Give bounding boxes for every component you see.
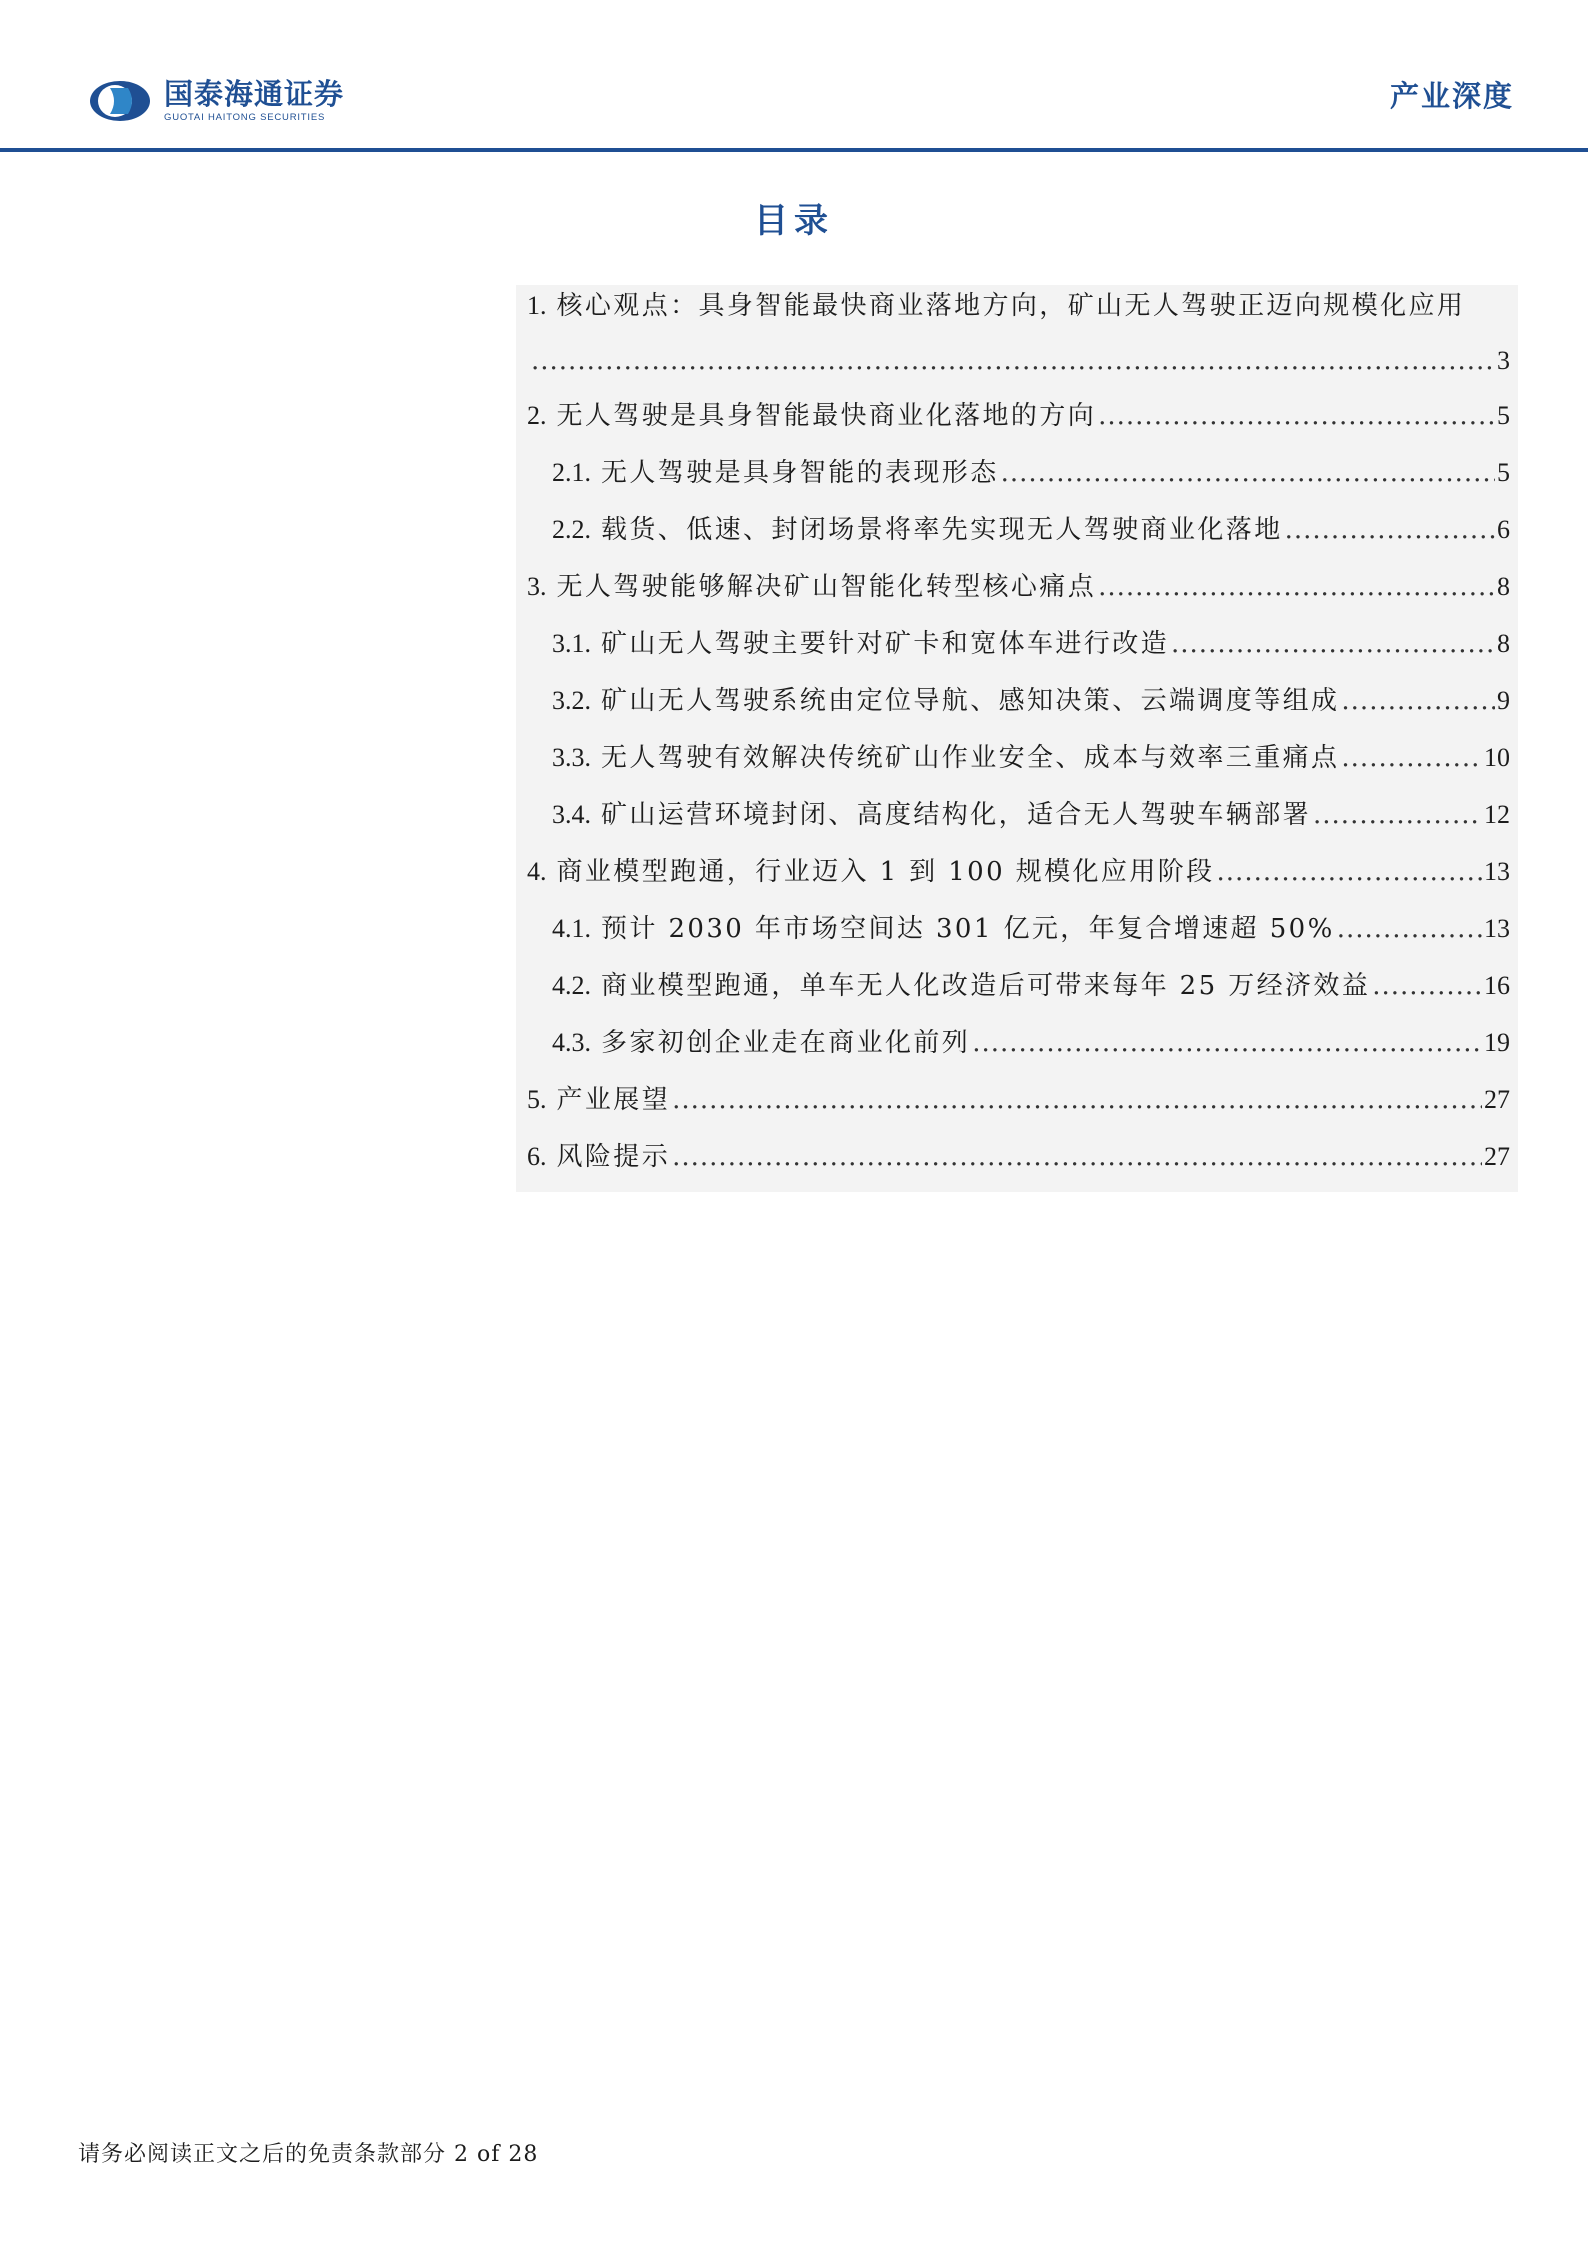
- toc-page-number: 5: [1497, 401, 1510, 430]
- toc-page-number: 10: [1484, 743, 1510, 772]
- toc-entry-1-continuation[interactable]: [529, 341, 1510, 381]
- toc-page-number: 8: [1497, 572, 1510, 601]
- toc-entry-number: 6.: [527, 1142, 547, 1171]
- toc-page-number: 12: [1484, 800, 1510, 829]
- toc-entry-2-1[interactable]: [552, 453, 1510, 493]
- toc-leader-dots: [972, 1023, 1482, 1063]
- toc-leader-dots: [531, 341, 1495, 381]
- toc-entry-number: 2.1.: [552, 458, 591, 487]
- toc-page-number: 13: [1484, 914, 1510, 943]
- toc-entry-number: 2.2.: [552, 515, 591, 544]
- toc-entry-number: 3.: [527, 572, 547, 601]
- toc-leader-dots: [1341, 738, 1482, 778]
- toc-entry-5[interactable]: [527, 1080, 1510, 1120]
- toc-entry-number: 3.1.: [552, 629, 591, 658]
- toc-entry-2-2[interactable]: [552, 510, 1510, 550]
- logo-chinese-name: 国泰海通证券: [164, 77, 345, 111]
- toc-leader-dots: [1171, 624, 1495, 664]
- page-footer: 请务必阅读正文之后的免责条款部分 2 of 28: [78, 2142, 539, 2167]
- toc-entry-text: 无人驾驶是具身智能的表现形态: [601, 458, 999, 488]
- toc-leader-dots: [1313, 795, 1482, 835]
- toc-page-number: 13: [1484, 857, 1510, 886]
- toc-entry-text: 风险提示: [556, 1142, 671, 1172]
- toc-entry-6[interactable]: [527, 1137, 1510, 1177]
- toc-entry-2[interactable]: [527, 396, 1510, 436]
- toc-leader-dots: [672, 1137, 1482, 1177]
- header-divider: [0, 148, 1588, 152]
- toc-entry-4[interactable]: [527, 852, 1510, 892]
- toc-entry-number: 3.3.: [552, 743, 591, 772]
- toc-entry-1[interactable]: [527, 286, 1510, 326]
- toc-page-number: 16: [1484, 971, 1510, 1000]
- toc-title: 目录: [754, 201, 834, 241]
- toc-entry-3-1[interactable]: [552, 624, 1510, 664]
- toc-entry-4-3[interactable]: [552, 1023, 1510, 1063]
- toc-page-number: 27: [1484, 1142, 1510, 1171]
- toc-page-number: 6: [1497, 515, 1510, 544]
- toc-entry-text: 矿山无人驾驶主要针对矿卡和宽体车进行改造: [601, 629, 1170, 659]
- toc-entry-text: 预计 2030 年市场空间达 301 亿元，年复合增速超 50%: [601, 914, 1335, 944]
- toc-leader-dots: [1098, 396, 1495, 436]
- toc-entry-text: 矿山运营环境封闭、高度结构化，适合无人驾驶车辆部署: [601, 800, 1312, 830]
- toc-entry-text: 无人驾驶有效解决传统矿山作业安全、成本与效率三重痛点: [601, 743, 1340, 773]
- toc-entry-number: 4.3.: [552, 1028, 591, 1057]
- toc-page-number: 9: [1497, 686, 1510, 715]
- toc-entry-4-2[interactable]: [552, 966, 1510, 1006]
- toc-leader-dots: [1001, 453, 1495, 493]
- toc-entry-number: 4.2.: [552, 971, 591, 1000]
- company-logo: [88, 78, 344, 123]
- toc-leader-dots: [1337, 909, 1482, 949]
- toc-entry-text: 商业模型跑通，行业迈入 1 到 100 规模化应用阶段: [556, 857, 1215, 887]
- toc-entry-number: 3.4.: [552, 800, 591, 829]
- toc-entry-number: 5.: [527, 1085, 547, 1114]
- toc-leader-dots: [1098, 567, 1495, 607]
- toc-page-number: 19: [1484, 1028, 1510, 1057]
- toc-entry-text: 载货、低速、封闭场景将率先实现无人驾驶商业化落地: [601, 515, 1283, 545]
- toc-entry-3-2[interactable]: [552, 681, 1510, 721]
- toc-leader-dots: [1285, 510, 1495, 550]
- toc-leader-dots: [1341, 681, 1495, 721]
- toc-entry-3-4[interactable]: [552, 795, 1510, 835]
- toc-entry-number: 4.: [527, 857, 547, 886]
- toc-entry-number: 2.: [527, 401, 547, 430]
- toc-entry-text: 商业模型跑通，单车无人化改造后可带来每年 25 万经济效益: [601, 971, 1371, 1001]
- toc-entry-3-3[interactable]: [552, 738, 1510, 778]
- logo-english-name: GUOTAI HAITONG SECURITIES: [164, 112, 326, 123]
- toc-page-number: 5: [1497, 458, 1510, 487]
- toc-entry-text: 多家初创企业走在商业化前列: [601, 1028, 971, 1058]
- toc-page-number: 3: [1497, 346, 1510, 375]
- toc-entry-text: 无人驾驶是具身智能最快商业化落地的方向: [556, 401, 1097, 431]
- toc-entry-4-1[interactable]: [552, 909, 1510, 949]
- toc-entry-text: 产业展望: [556, 1085, 671, 1115]
- toc-leader-dots: [672, 1080, 1482, 1120]
- toc-page-number: 8: [1497, 629, 1510, 658]
- toc-leader-dots: [1372, 966, 1482, 1006]
- toc-entry-number: 1.: [527, 291, 547, 320]
- toc-entry-number: 4.1.: [552, 914, 591, 943]
- toc-entry-3[interactable]: [527, 567, 1510, 607]
- toc-entry-text: 无人驾驶能够解决矿山智能化转型核心痛点: [556, 572, 1097, 602]
- toc-entry-number: 3.2.: [552, 686, 591, 715]
- toc-entry-text: 矿山无人驾驶系统由定位导航、感知决策、云端调度等组成: [601, 686, 1340, 716]
- company-logo-icon: [88, 79, 152, 123]
- toc-page-number: 27: [1484, 1085, 1510, 1114]
- toc-entry-text: 核心观点：具身智能最快商业落地方向，矿山无人驾驶正迈向规模化应用: [556, 291, 1466, 321]
- report-type-label: 产业深度: [1389, 79, 1514, 113]
- toc-leader-dots: [1217, 852, 1482, 892]
